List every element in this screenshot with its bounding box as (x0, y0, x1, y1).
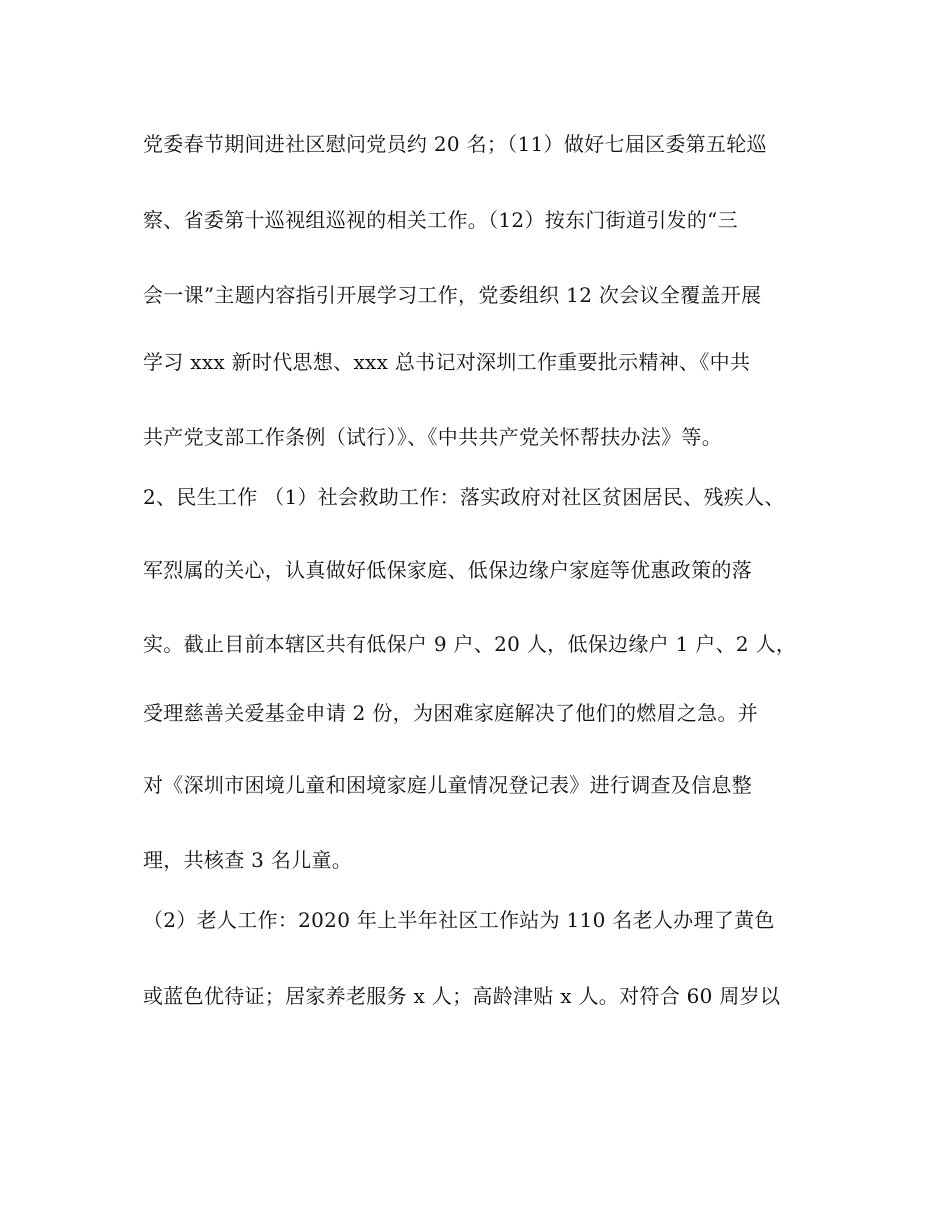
text-line-9: 受理慈善关爱基金申请 2 份，为困难家庭解决了他们的燃眉之急。并 (143, 701, 759, 725)
text-line-12: （2）老人工作：2020 年上半年社区工作站为 110 名老人办理了黄色 (143, 908, 775, 932)
text-line-7: 军烈属的关心，认真做好低保家庭、低保边缘户家庭等优惠政策的落 (143, 558, 752, 582)
text-line-2: 察、省委第十巡视组巡视的相关工作。（12）按东门街道引发的“三 (143, 208, 738, 232)
text-line-6: 2、民生工作 （1）社会救助工作：落实政府对社区贫困居民、残疾人、 (143, 485, 785, 509)
text-line-11: 理，共核查 3 名儿童。 (143, 848, 353, 872)
text-line-3: 会一课”主题内容指引开展学习工作，党委组织 12 次会议全覆盖开展 (143, 283, 762, 307)
text-line-13: 或蓝色优待证；居家养老服务 x 人；高龄津贴 x 人。对符合 60 周岁以 (143, 984, 781, 1008)
text-line-10: 对《深圳市困境儿童和困境家庭儿童情况登记表》进行调查及信息整 (143, 773, 752, 797)
text-line-5: 共产党支部工作条例（试行）》、《中共共产党关怀帮扶办法》等。 (143, 425, 722, 449)
text-line-8: 实。截止目前本辖区共有低保户 9 户、20 人，低保边缘户 1 户、2 人， (143, 632, 797, 656)
text-line-1: 党委春节期间进社区慰问党员约 20 名；（11）做好七届区委第五轮巡 (143, 132, 767, 156)
text-line-4: 学习 xxx 新时代思想、xxx 总书记对深圳工作重要批示精神、《中共 (143, 350, 751, 374)
